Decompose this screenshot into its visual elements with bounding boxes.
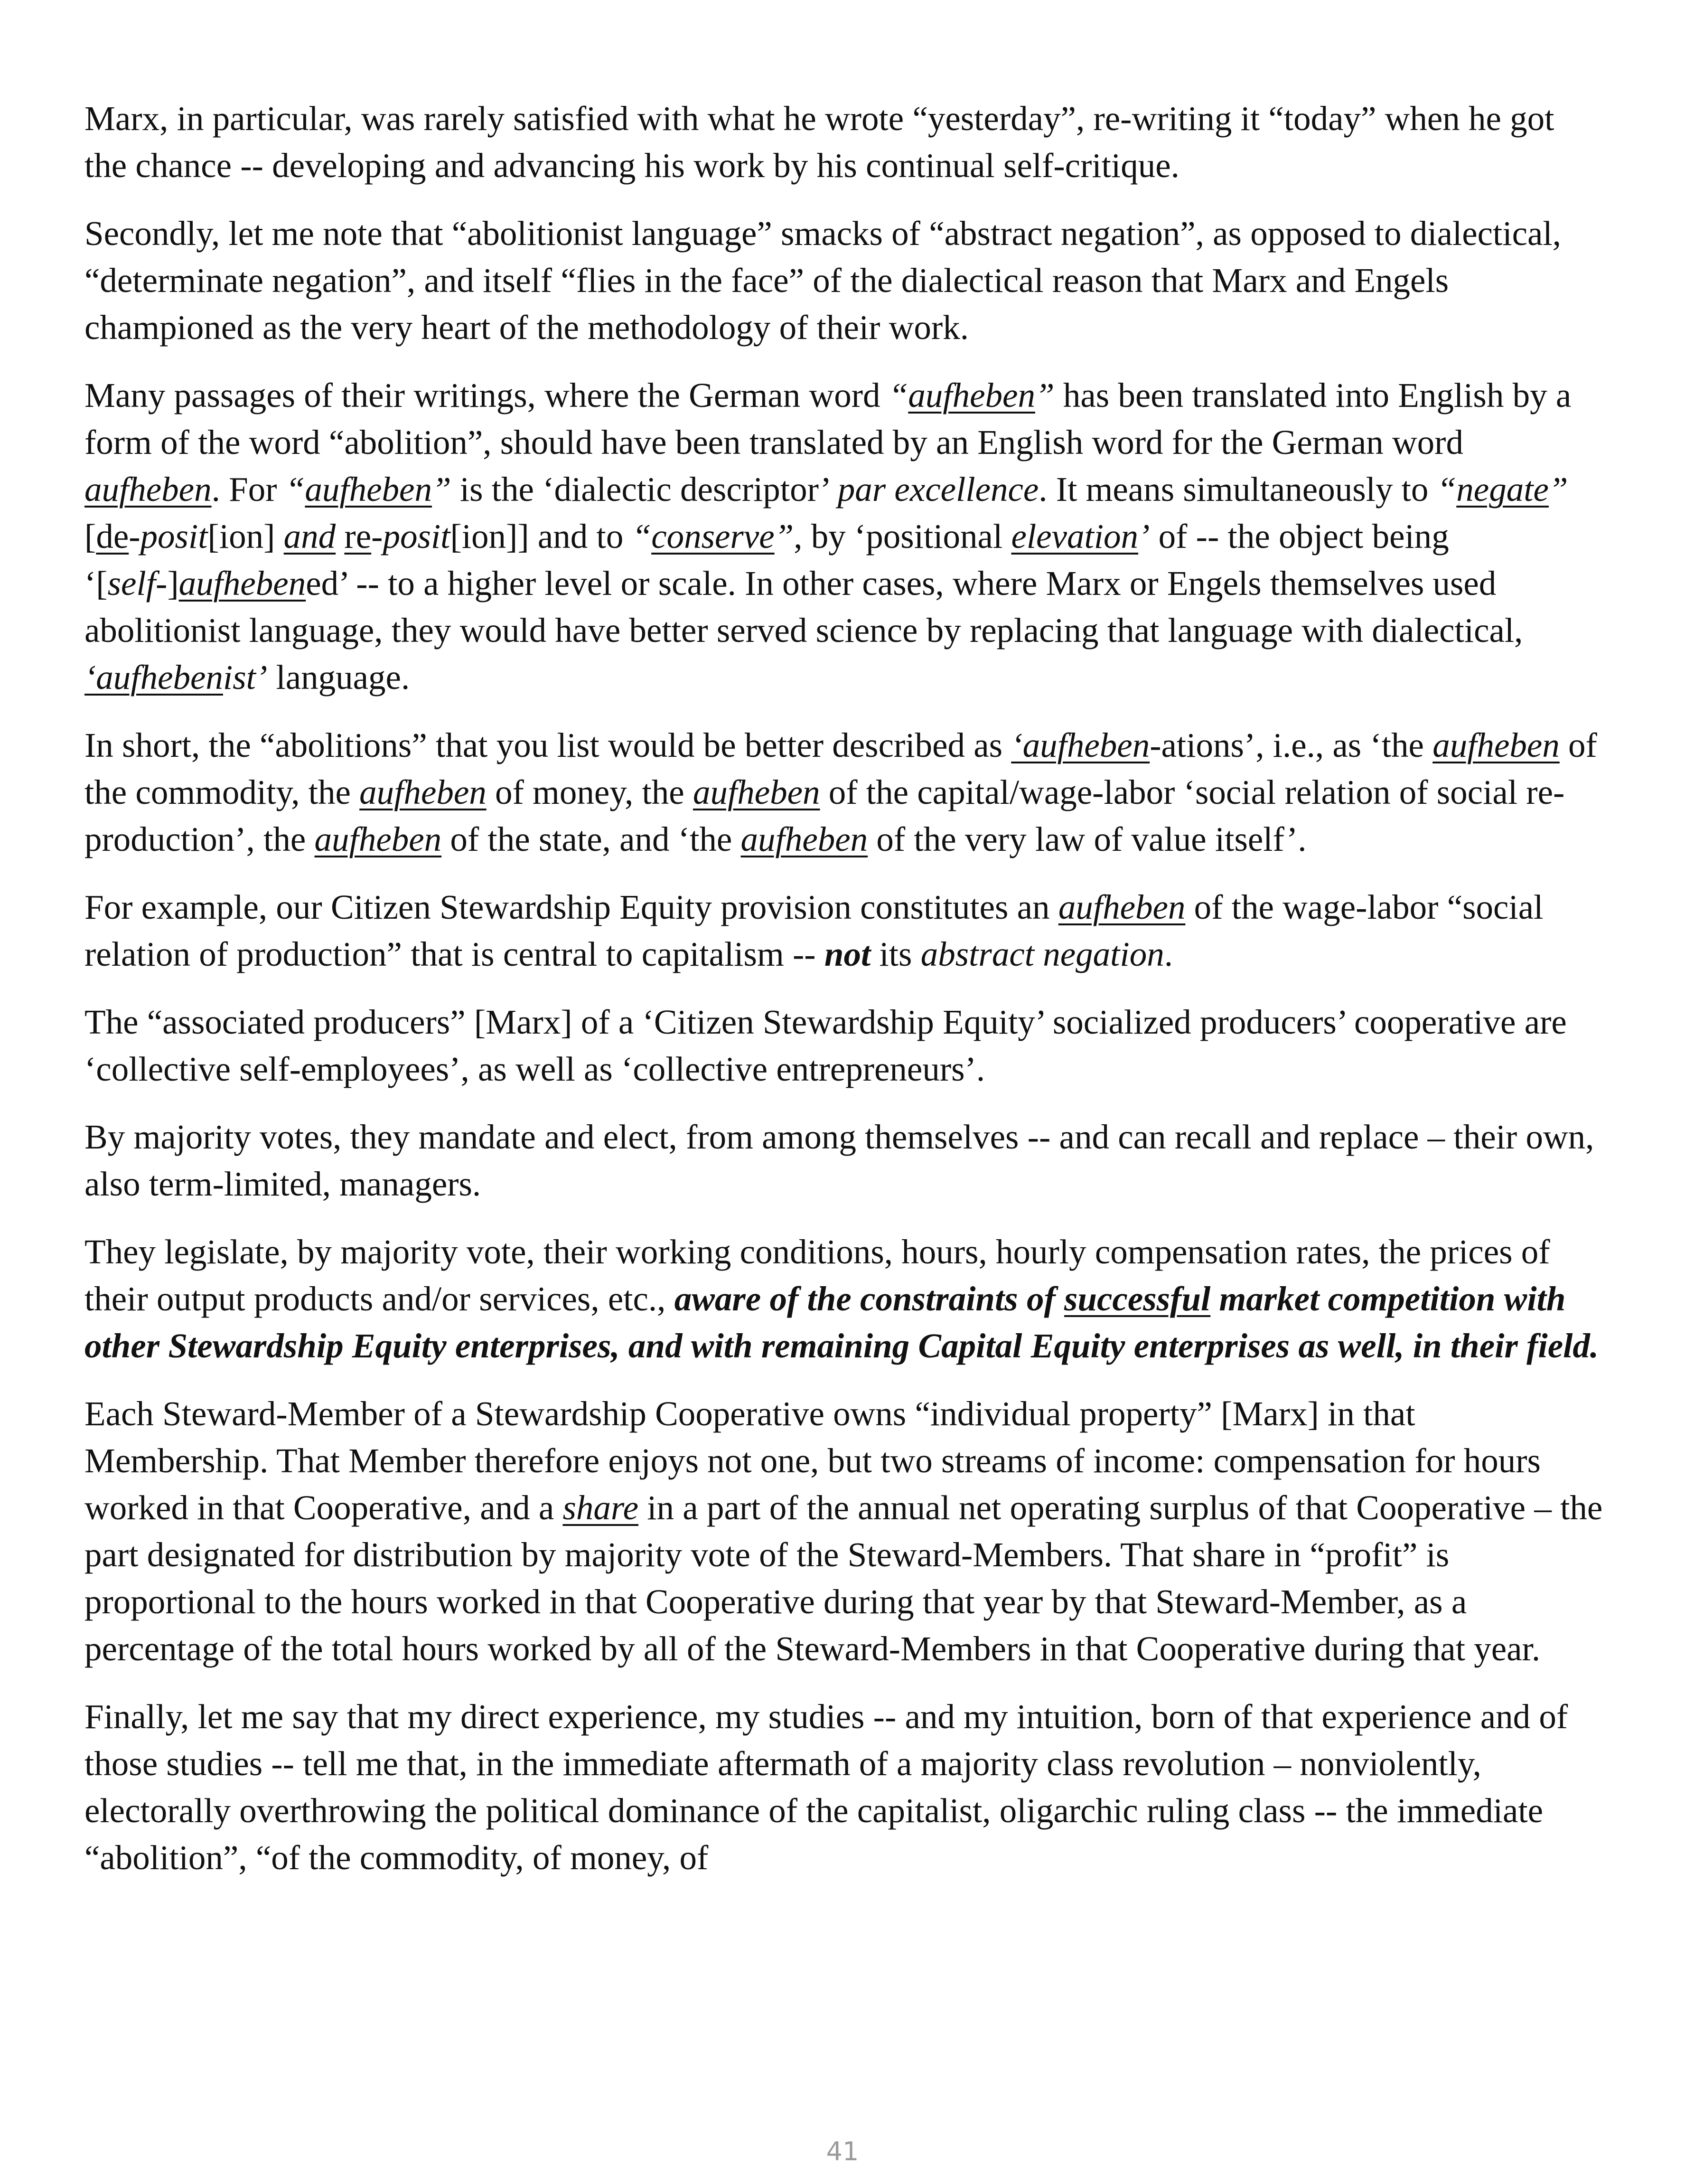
de-term: de (96, 517, 129, 555)
conserve-term: “conserve” (632, 517, 794, 555)
and-term: and (283, 517, 336, 555)
aufheben-term: aufheben (359, 773, 487, 811)
aufheben-term: aufheben (740, 820, 868, 858)
aufheben-term: “aufheben” (285, 470, 451, 508)
paragraph-6: The “associated producers” [Marx] of a ‘Citizen Stewardship Equity’ socialized producers’ cooperative are ‘collective self-employees’, as well as ‘collective entrepreneurs’. (84, 1003, 1567, 1088)
document-body (84, 95, 1603, 1902)
page-number: 41 (826, 2137, 859, 2166)
paragraph-8: They legislate, by majority vote, their working conditions, hours, hourly compensation rates, the prices of their output products and/or services, etc., aware of the constraints of successful market competition with other Stewardship Equity enterprises, and with remaining Capital Equity enterprises as well, in their field. (84, 1233, 1599, 1365)
aufheben-term: aufheben (693, 773, 820, 811)
emphasis: abstract negation (920, 935, 1164, 973)
paragraph-1: Marx, in particular, was rarely satisfied with what he wrote “yesterday”, re-writing it “today” when he got the chance -- developing and advancing his work by his continual self-critique. (84, 99, 1554, 185)
aufheben-term: aufheben (1432, 726, 1560, 764)
aufheben-term: ‘aufheben (1011, 726, 1150, 764)
aufheben-term: ‘aufheben (84, 658, 223, 697)
aufheben-term: aufheben (84, 470, 212, 508)
aufheben-term: aufheben (314, 820, 442, 858)
emphasis-not: not (824, 935, 871, 973)
emphasis-bold: aware of the constraints of successful market competition with other Stewardship Equity enterprises, and with remaining Capital Equity enterprises as well, in their field (84, 1280, 1590, 1365)
aufheben-term: “aufheben” (889, 376, 1055, 414)
aufheben-term: aufheben (1058, 888, 1186, 926)
paragraph-9: Each Steward-Member of a Stewardship Cooperative owns “individual property” [Marx] in that Membership. That Member therefore enjoys not one, but two streams of income: compensation for hours worked in that Cooperative, and a share in a part of the annual net operating surplus of that Cooperative – the part designated for distribution by majority vote of the Steward-Members. That share in “profit” is proportional to the hours worked in that Cooperative during that year by that Steward-Member, as a percentage of the total hours worked by all of the Steward-Members in that Cooperative during that year. (84, 1394, 1603, 1668)
negate-term: “negate” (1437, 470, 1568, 508)
emphasis: par excellence (837, 470, 1039, 508)
aufheben-term: aufheben (178, 564, 306, 602)
paragraph-10: Finally, let me say that my direct experience, my studies -- and my intuition, born of that experience and of those studies -- tell me that, in the immediate aftermath of a majority class revolution – nonviolently, electorally overthrowing the political dominance of the capitalist, oligarchic ruling class -- the immediate “abolition”, “of the commodity, of money, of (84, 1697, 1568, 1877)
share-term: share (562, 1488, 639, 1527)
paragraph-4: In short, the “abolitions” that you list would be better described as ‘aufheben-ations’, i.e., as ‘the aufheben of the commodity, the aufheben of money, the aufheben of the capital/wage-labor ‘social relation of social re-production’, the aufheben of the state, and ‘the aufheben of the very law of value itself’. (84, 726, 1597, 858)
paragraph-5: For example, our Citizen Stewardship Equity provision constitutes an aufheben of the wage-labor “social relation of production” that is central to capitalism -- not its abstract negation. (84, 888, 1544, 973)
paragraph-2: Secondly, let me note that “abolitionist language” smacks of “abstract negation”, as opposed to dialectical, “determinate negation”, and itself “flies in the face” of the dialectical reason that Marx and Engels championed as the very heart of the methodology of their work. (84, 214, 1561, 347)
paragraph-7: By majority votes, they mandate and elect, from among themselves -- and can recall and replace – their own, also term-limited, managers. (84, 1118, 1594, 1203)
paragraph-3: Many passages of their writings, where the German word “aufheben” has been translated into English by a form of the word “abolition”, should have been translated by an English word for the German word aufheben. For “aufheben” is the ‘dialectic descriptor’ par excellence. It means simultaneously to “negate” [de-posit[ion] and re-posit[ion]] and to “conserve”, by ‘positional elevation’ of -- the object being ‘[self-]aufhebened’ -- to a higher level or scale. In other cases, where Marx or Engels themselves used abolitionist language, they would have better served science by replacing that language with dialectical, ‘aufhebenist’ language. (84, 376, 1572, 697)
re-term: re (344, 517, 372, 555)
elevation-term: elevation (1011, 517, 1139, 555)
